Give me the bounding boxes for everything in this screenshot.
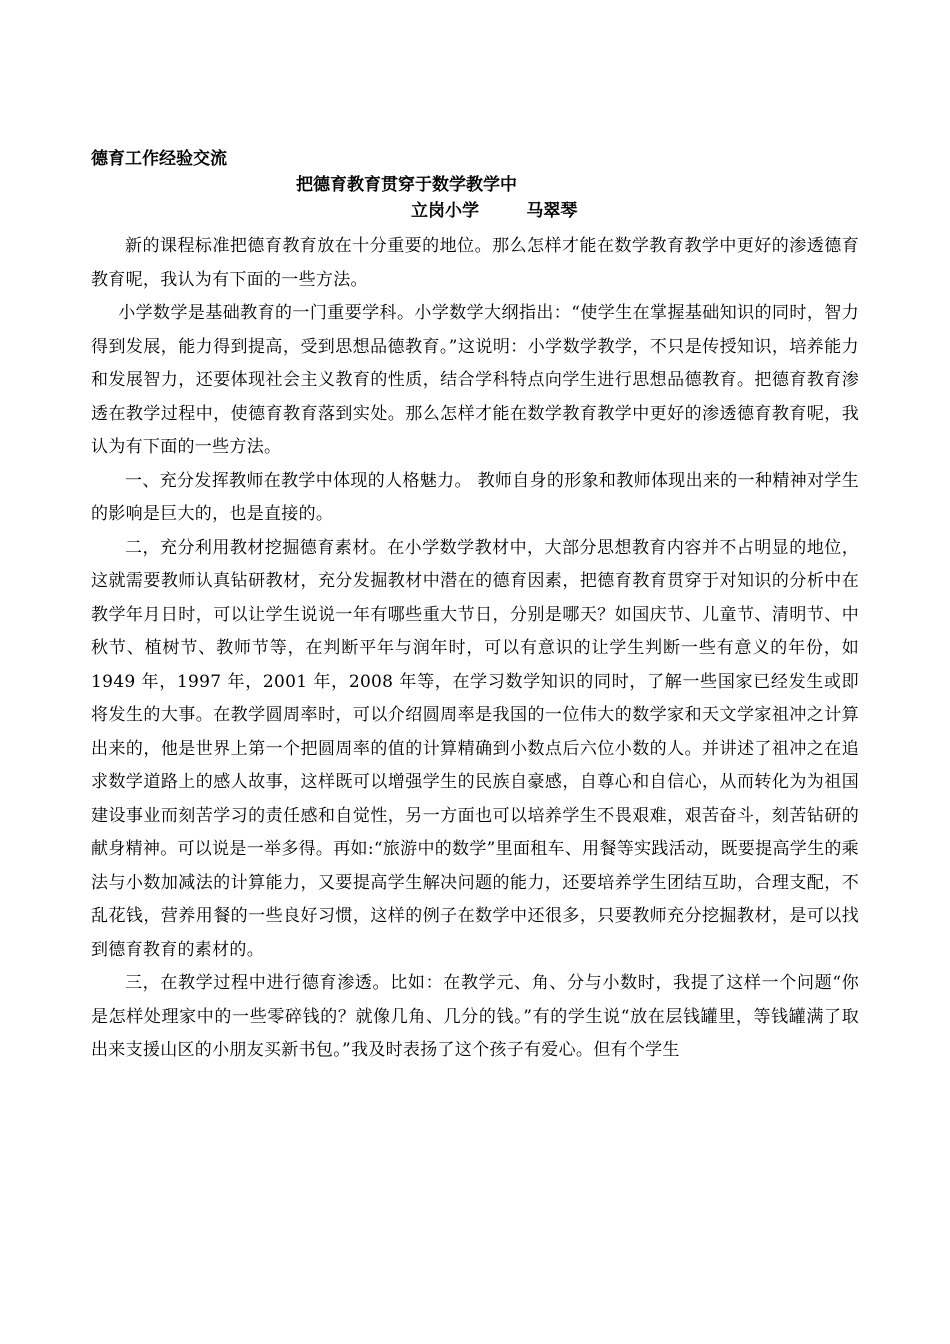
document-author: 立岗小学 马翠琴 [411,201,578,221]
document-page [91,146,859,1068]
document-title: 把德育教育贯穿于数学教学中 [296,175,517,195]
document-category: 德育工作经验交流 [91,149,227,169]
paragraph-point-three: 三，在教学过程中进行德育渗透。比如：在教学元、角、分与小数时，我提了这样一个问题“你是怎样处理家中的一些零碎钱的？就像几角、几分的钱。”有的学生说“放在层钱罐里，等钱罐满了取出来支援山区的小朋友买新书包。”我及时表扬了这个孩子有爱心。但有个学生 [91,973,859,1060]
paragraph-background: 小学数学是基础教育的一门重要学科。小学数学大纲指出：“使学生在掌握基础知识的同时，智力得到发展，能力得到提高，受到思想品德教育。”这说明：小学数学教学，不只是传授知识，培养能力和发展智力，还要体现社会主义教育的性质，结合学科特点向学生进行思想品德教育。把德育教育渗透在教学过程中，使德育教育落到实处。那么怎样才能在数学教育教学中更好的渗透德育教育呢，我认为有下面的一些方法。 [91,303,859,457]
paragraph-point-two: 二，充分利用教材挖掘德育素材。在小学数学教材中，大部分思想教育内容并不占明显的地位，这就需要教师认真钻研教材，充分发掘教材中潜在的德育因素，把德育教育贯穿于对知识的分析中在教学年月日时，可以让学生说说一年有哪些重大节日，分别是哪天？如国庆节、儿童节、清明节、中秋节、植树节、教师节等，在判断平年与润年时，可以有意识的让学生判断一些有意义的年份，如 1949 年，1997 年，2001 年，2008 年等，在学习数学知识的同时，了解一些国家已经发生或即将发生的大事。在教学圆周率时，可以介绍圆周率是我国的一位伟大的数学家和天文学家祖冲之计算出来的，他是世界上第一个把圆周率的值的计算精确到小数点后六位小数的人。并讲述了祖冲之在追求数学道路上的感人故事，这样既可以增强学生的民族自豪感，自尊心和自信心，从而转化为为祖国建设事业而刻苦学习的责任感和自觉性，另一方面也可以培养学生不畏艰难，艰苦奋斗，刻苦钻研的献身精神。可以说是一举多得。再如:“旅游中的数学”里面租车、用餐等实践活动，既要提高学生的乘法与小数加减法的计算能力，又要提高学生解决问题的能力，还要培养学生团结互助，合理支配，不乱花钱，营养用餐的一些良好习惯，这样的例子在数学中还很多，只要教师充分挖掘教材，是可以找到德育教育的素材的。 [91,537,859,960]
paragraph-intro: 新的课程标准把德育教育放在十分重要的地位。那么怎样才能在数学教育教学中更好的渗透德育教育呢，我认为有下面的一些方法。 [91,236,859,290]
paragraph-point-one: 一、充分发挥教师在教学中体现的人格魅力。 教师自身的形象和教师体现出来的一种精神对学生的影响是巨大的，也是直接的。 [91,470,859,524]
